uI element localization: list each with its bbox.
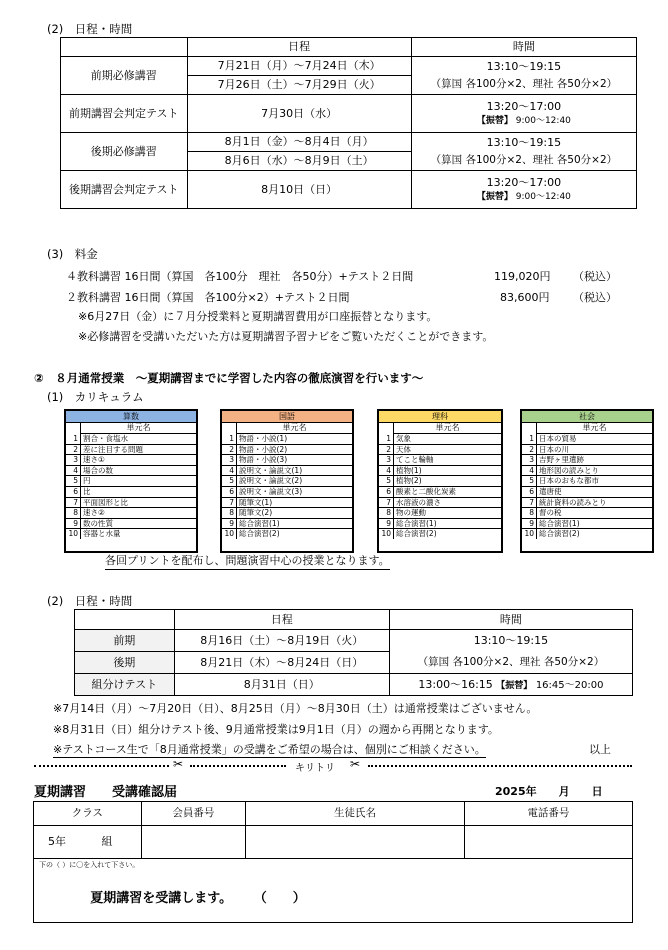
transfer-tag: 【振替】 xyxy=(476,116,513,127)
transfer-time: 9:00～12:40 xyxy=(515,192,571,203)
fee-tax-4: （税込） xyxy=(573,270,617,283)
fee-note-1: ※6月27日（金）に７月分授業料と夏期講習費用が口座振替となります。 xyxy=(78,310,438,323)
unit-item: 割合・食塩水 xyxy=(83,434,128,443)
form-title: 夏期講習 受講確認届 xyxy=(34,785,178,800)
unit-item: 地形図の読みとり xyxy=(539,465,599,475)
subject-japanese: 国語 xyxy=(222,411,352,423)
august-class-heading: ② ８月通常授業 ～夏期講習までに学習した内容の徹底演習を行います～ xyxy=(34,371,424,385)
time-cell: 13:10～19:15 xyxy=(389,630,632,652)
unit-item: 差に注目する問題 xyxy=(83,444,143,454)
row-label: 組分けテスト xyxy=(75,674,175,696)
unit-item: 数の性質 xyxy=(83,518,113,528)
cut-label: キリトリ xyxy=(295,763,335,774)
unit-item: 日本のおもな都市 xyxy=(539,476,599,486)
transfer-tag: 【振替】 xyxy=(496,680,533,691)
date-cell: 8月21日（木）～8月24日（日） xyxy=(174,652,389,674)
unit-item: 総合演習(1) xyxy=(239,518,280,528)
date-cell: 8月10日（日） xyxy=(187,171,411,209)
header-dates: 日程 xyxy=(174,610,389,630)
unit-item: 比 xyxy=(83,486,91,496)
subject-social: 社会 xyxy=(522,411,652,423)
unit-item: 気象 xyxy=(396,434,411,443)
unit-item: 統計資料の読みとり xyxy=(539,497,607,507)
curriculum-social xyxy=(520,409,654,553)
student-name-field[interactable] xyxy=(246,826,465,859)
class-cell[interactable] xyxy=(34,826,142,859)
attend-instruction: 下の（ ）に〇を入れて下さい。 xyxy=(39,861,140,869)
cut-line xyxy=(34,759,634,773)
time-detail: （算国 各100分×2、理社 各50分×2） xyxy=(411,76,636,95)
phone-number-field[interactable] xyxy=(464,826,632,859)
date-cell: 7月26日（土）～7月29日（火） xyxy=(187,76,411,95)
unit-label: 単元名 xyxy=(80,423,196,434)
unit-label: 単元名 xyxy=(393,423,501,434)
fee-line-4-subjects: ４教科講習 16日間（算国 各100分 理社 各50分）+テスト２日間 xyxy=(66,270,414,283)
unit-item: 随筆文(2) xyxy=(239,508,273,518)
scissors-icon: ✂ xyxy=(173,757,184,771)
unit-item: 説明文・論説文(3) xyxy=(239,486,303,496)
time-detail: （算国 各100分×2、理社 各50分×2） xyxy=(411,152,636,171)
unit-item: 説明文・論説文(1) xyxy=(239,465,303,475)
unit-list: 1 日本の貿易 2 日本の川 3 吉野ヶ里遺跡 4 地形図の読みとり 5 日本のおもな都市 6 遣唐使 7 統計資料の読みとり 8 督の税 9 総合演習(1) 10 総合演習(2) xyxy=(522,434,652,539)
date-cell: 8月16日（土）～8月19日（火） xyxy=(174,630,389,652)
time-main: 13:00～16:15 xyxy=(418,677,493,691)
time-cell: 13:10～19:15 xyxy=(411,57,636,76)
unit-item: 平面図形と比 xyxy=(83,497,128,507)
date-cell: 7月30日（水） xyxy=(187,95,411,133)
august-schedule-heading: (2) 日程・時間 xyxy=(47,594,133,608)
summer-schedule-table xyxy=(60,37,637,209)
fee-note-2: ※必修講習を受講いただいた方は夏期講習予習ナビをご覧いただくことができます。 xyxy=(78,330,494,343)
unit-item: 植物(1) xyxy=(396,465,422,475)
header-time: 時間 xyxy=(411,38,636,57)
subject-math: 算数 xyxy=(66,411,196,423)
col-student: 生徒氏名 xyxy=(246,802,465,826)
time-cell xyxy=(389,674,632,696)
subject-science: 理科 xyxy=(379,411,501,423)
curriculum-japanese xyxy=(220,409,354,553)
unit-item: 総合演習(2) xyxy=(239,529,280,539)
unit-item: 酸素と二酸化炭素 xyxy=(396,486,456,496)
attend-checkbox[interactable]: （ ） xyxy=(260,890,306,906)
unit-item: 植物(2) xyxy=(396,476,422,486)
unit-item: 物語・小説(1) xyxy=(239,434,288,443)
fee-price-2-subjects: 83,600円 xyxy=(500,291,550,304)
unit-label: 単元名 xyxy=(236,423,352,434)
row-label: 後期必修講習 xyxy=(61,133,188,171)
date-cell: 8月6日（水）～8月9日（土） xyxy=(187,152,411,171)
time-detail: （算国 各100分×2、理社 各50分×2） xyxy=(389,652,632,674)
row-label: 前期必修講習 xyxy=(61,57,188,95)
unit-list: 1 割合・食塩水 2 差に注目する問題 3 速さ① 4 場合の数 5 円 6 比 7 平面図形と比 8 速さ② 9 数の性質 10 容器と水量 xyxy=(66,434,196,539)
unit-item: 場合の数 xyxy=(83,465,113,475)
curriculum-math xyxy=(64,409,198,553)
attend-statement: 夏期講習を受講します。 xyxy=(90,890,233,906)
header-dates: 日程 xyxy=(187,38,411,57)
august-schedule-table xyxy=(74,609,633,696)
header-time: 時間 xyxy=(389,610,632,630)
unit-item: 吉野ヶ里遺跡 xyxy=(539,455,584,465)
unit-item: 速さ① xyxy=(83,455,105,465)
fee-price-4-subjects: 119,020円 xyxy=(494,270,551,283)
confirmation-form xyxy=(33,801,633,923)
curriculum-note: 各回プリントを配布し、問題演習中心の授業となります。 xyxy=(105,552,390,570)
unit-item: 天体 xyxy=(396,444,411,454)
unit-list: 1 物語・小説(1) 2 物語・小説(2) 3 物語・小説(3) 4 説明文・論説文(1) 5 説明文・論説文(2) 6 説明文・論説文(3) 7 随筆文(1) 8 随筆文(2) 9 総合演習(1) 10 総合演習(2) xyxy=(222,434,352,539)
unit-item: 物語・小説(2) xyxy=(239,444,288,454)
time-main: 13:20～17:00 xyxy=(486,100,562,113)
group-label: 組 xyxy=(101,835,113,849)
closing-text: 以上 xyxy=(589,743,611,756)
fee-tax-2: （税込） xyxy=(573,291,617,304)
time-main: 13:20～17:00 xyxy=(486,176,562,189)
time-cell xyxy=(411,171,636,209)
row-label: 後期 xyxy=(75,652,175,674)
august-note-1: ※7月14日（月）～7月20日（日）、8月25日（月）～8月30日（土）は通常授業はございません。 xyxy=(53,702,538,715)
unit-item: 日本の川 xyxy=(539,444,569,454)
unit-item: てこと輪軸 xyxy=(396,455,434,465)
form-date: 2025年 月 日 xyxy=(495,785,603,798)
schedule-heading: (2) 日程・時間 xyxy=(47,22,133,36)
date-cell: 8月1日（金）～8月4日（月） xyxy=(187,133,411,152)
unit-label: 単元名 xyxy=(536,423,652,434)
col-phone: 電話番号 xyxy=(464,802,632,826)
date-cell: 7月21日（月）～7月24日（木） xyxy=(187,57,411,76)
unit-item: 総合演習(1) xyxy=(539,518,580,528)
curriculum-heading: (1) カリキュラム xyxy=(47,390,144,404)
time-cell xyxy=(411,95,636,133)
col-class: クラス xyxy=(34,802,142,826)
member-number-field[interactable] xyxy=(141,826,245,859)
unit-item: 総合演習(2) xyxy=(396,529,437,539)
row-label: 前期講習会判定テスト xyxy=(61,95,188,133)
grade-label: 5年 xyxy=(48,835,66,849)
curriculum-science xyxy=(377,409,503,553)
unit-item: 物語・小説(3) xyxy=(239,455,288,465)
row-label: 後期講習会判定テスト xyxy=(61,171,188,209)
unit-item: 遣唐使 xyxy=(539,486,562,496)
scissors-icon: ✂ xyxy=(350,757,361,771)
attend-row xyxy=(34,859,633,923)
unit-list: 1 気象 2 天体 3 てこと輪軸 4 植物(1) 5 植物(2) 6 酸素と二酸化炭素 7 水溶液の濃さ 8 物の運動 9 総合演習(1) 10 総合演習(2) xyxy=(379,434,501,539)
fees-heading: (3) 料金 xyxy=(47,247,98,261)
transfer-time: 16:45～20:00 xyxy=(535,679,604,691)
unit-item: 総合演習(1) xyxy=(396,518,437,528)
time-cell: 13:10～19:15 xyxy=(411,133,636,152)
unit-item: 日本の貿易 xyxy=(539,434,577,443)
unit-item: 円 xyxy=(83,476,91,486)
col-member: 会員番号 xyxy=(141,802,245,826)
unit-item: 容器と水量 xyxy=(83,529,121,539)
transfer-tag: 【振替】 xyxy=(476,192,513,203)
fee-line-2-subjects: ２教科講習 16日間（算国 各100分×2）+テスト２日間 xyxy=(66,291,350,304)
unit-item: 水溶液の濃さ xyxy=(396,497,441,507)
unit-item: 説明文・論説文(2) xyxy=(239,476,303,486)
august-note-3: ※テストコース生で「8月通常授業」の受講をご希望の場合は、個別にご相談ください。 xyxy=(53,743,486,756)
unit-item: 速さ② xyxy=(83,508,105,518)
row-label: 前期 xyxy=(75,630,175,652)
unit-item: 総合演習(2) xyxy=(539,529,580,539)
august-note-2: ※8月31日（日）組分けテスト後、9月通常授業は9月1日（月）の週から再開となります。 xyxy=(53,723,499,736)
unit-item: 物の運動 xyxy=(396,508,426,518)
transfer-time: 9:00～12:40 xyxy=(515,116,571,127)
unit-item: 随筆文(1) xyxy=(239,497,273,507)
date-cell: 8月31日（日） xyxy=(174,674,389,696)
unit-item: 督の税 xyxy=(539,508,562,518)
